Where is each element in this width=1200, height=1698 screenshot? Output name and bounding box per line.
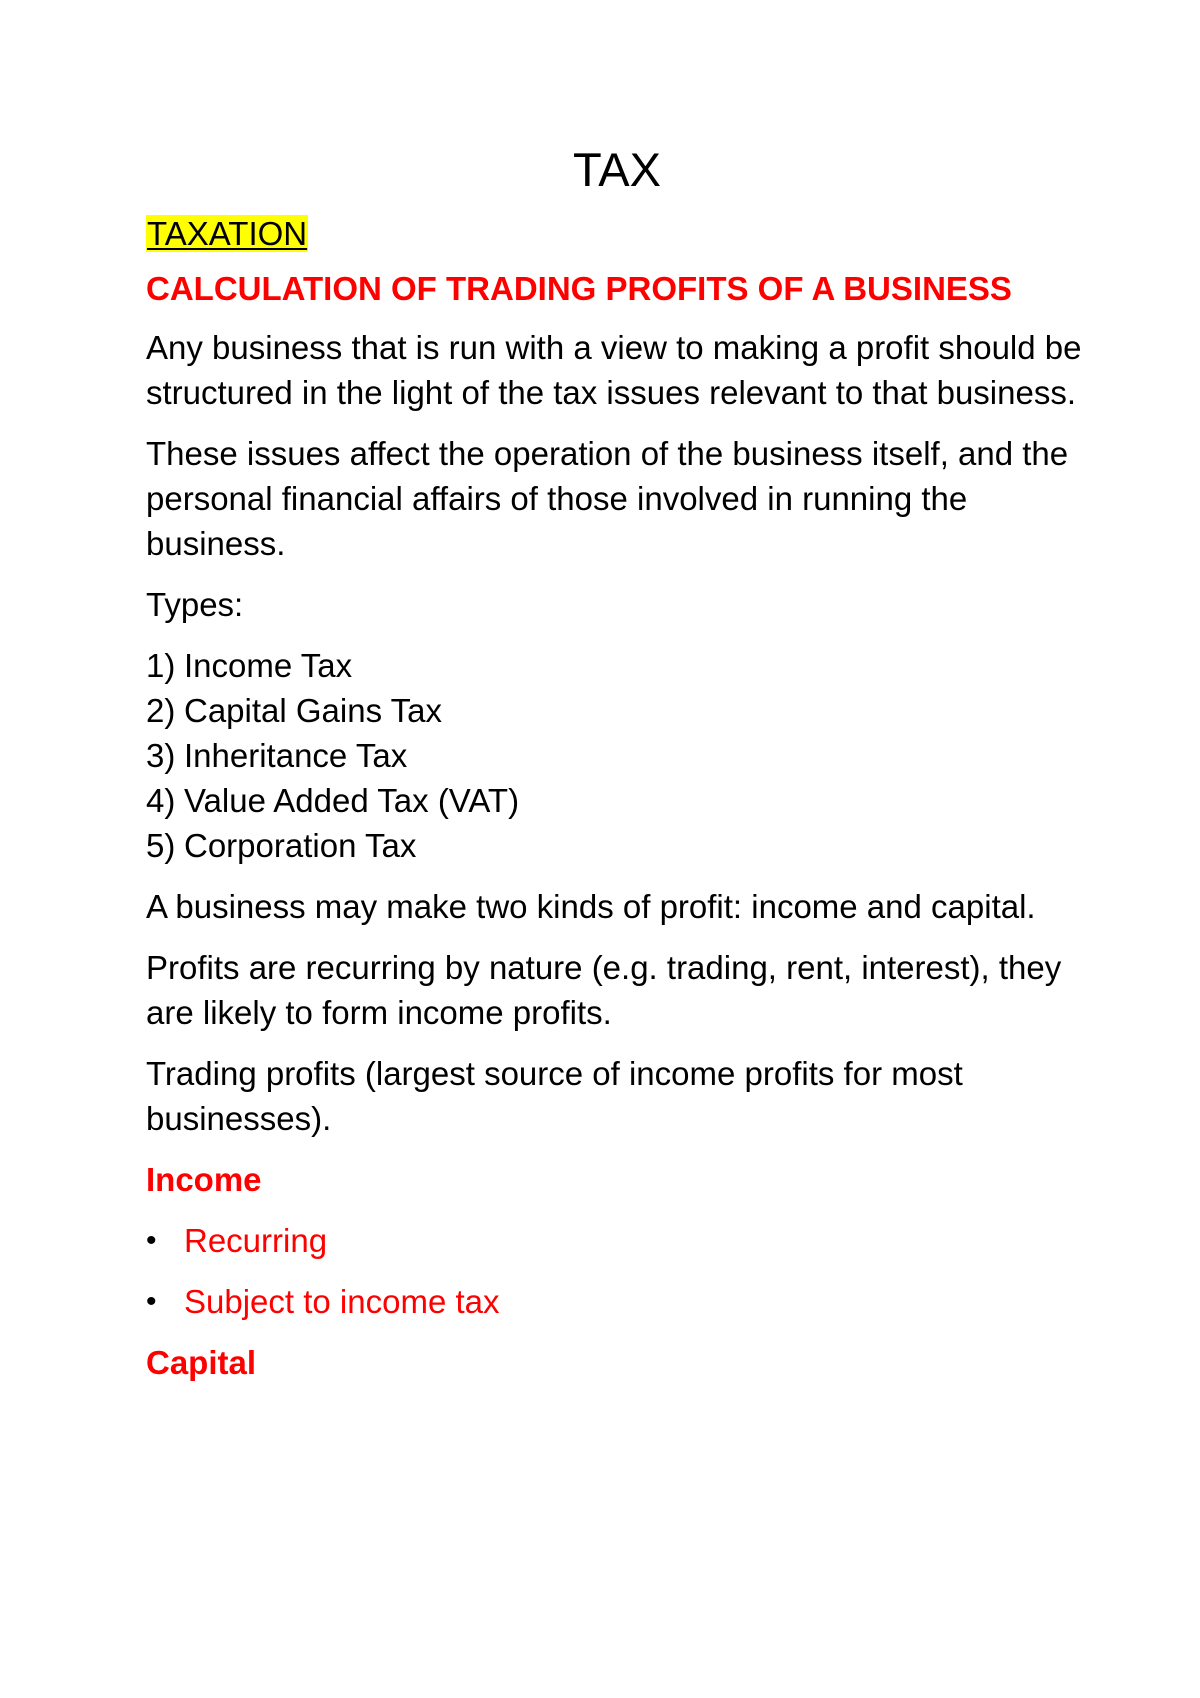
list-item-label: Capital Gains Tax (184, 692, 443, 729)
types-label: Types: (146, 586, 244, 623)
list-number: 5) (146, 827, 176, 864)
document-title: TAX (573, 143, 661, 196)
tax-types-list (146, 643, 1086, 868)
bullet-icon: • (146, 1224, 157, 1257)
income-heading: Income (146, 1161, 262, 1198)
document-body (146, 140, 1086, 1401)
bullet-text: Recurring (184, 1222, 328, 1259)
list-number: 1) (146, 647, 176, 684)
list-item-label: Value Added Tax (VAT) (184, 782, 520, 819)
bullet-icon: • (146, 1285, 157, 1318)
income-bullet-list (146, 1218, 1086, 1324)
list-item (146, 823, 1086, 868)
list-item (146, 688, 1086, 733)
intro-paragraph-1: Any business that is run with a view to making a profit should be structured in the light of the tax issues relevant to that business. (146, 329, 1082, 411)
profit-paragraph-1: A business may make two kinds of profit: income and capital. (146, 888, 1036, 925)
highlighted-section-label: TAXATION (147, 215, 308, 252)
list-item-label: Corporation Tax (184, 827, 417, 864)
list-item-label: Income Tax (184, 647, 353, 684)
list-item (146, 733, 1086, 778)
section-label (146, 210, 1086, 258)
list-item (146, 1218, 1086, 1263)
capital-heading: Capital (146, 1344, 257, 1381)
list-item-label: Inheritance Tax (184, 737, 408, 774)
list-number: 4) (146, 782, 176, 819)
list-item (146, 643, 1086, 688)
main-heading: CALCULATION OF TRADING PROFITS OF A BUSINESS (146, 270, 1012, 307)
profit-paragraph-2: Profits are recurring by nature (e.g. trading, rent, interest), they are likely to form income profits. (146, 949, 1062, 1031)
list-number: 2) (146, 692, 176, 729)
profit-paragraph-3: Trading profits (largest source of income profits for most businesses). (146, 1055, 963, 1137)
list-item (146, 1279, 1086, 1324)
intro-paragraph-2: These issues affect the operation of the business itself, and the personal financial affairs of those involved in running the business. (146, 435, 1069, 562)
list-number: 3) (146, 737, 176, 774)
list-item (146, 778, 1086, 823)
bullet-text: Subject to income tax (184, 1283, 500, 1320)
